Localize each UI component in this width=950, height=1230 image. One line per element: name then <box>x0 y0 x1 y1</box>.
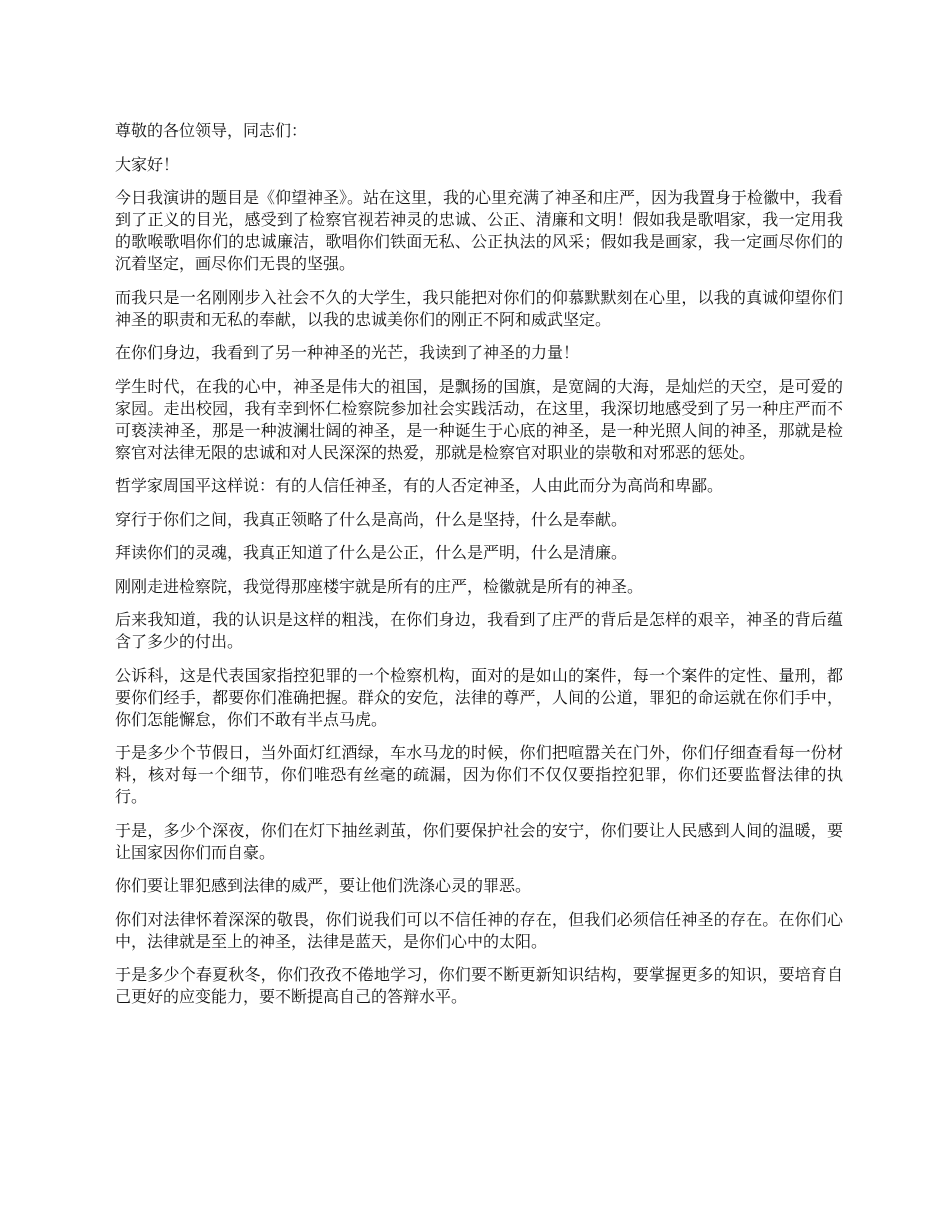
paragraph: 今日我演讲的题目是《仰望神圣》。站在这里，我的心里充满了神圣和庄严，因为我置身于检徽中，我看到了正义的目光，感受到了检察官视若神灵的忠诚、公正、清廉和文明！假如我是歌唱家，我一定用我的歌喉歌唱你们的忠诚廉洁，歌唱你们铁面无私、公正执法的风采；假如我是画家，我一定画尽你们的沉着坚定，画尽你们无畏的坚强。 <box>115 188 844 273</box>
paragraph: 你们要让罪犯感到法律的威严，要让他们洗涤心灵的罪恶。 <box>115 876 532 895</box>
paragraph: 学生时代，在我的心中，神圣是伟大的祖国，是飘扬的国旗，是宽阔的大海，是灿烂的天空，是可爱的家园。走出校园，我有幸到怀仁检察院参加社会实践活动，在这里，我深切地感受到了另一种庄严而不可亵渎神圣，那是一种波澜壮阔的神圣，是一种诞生于心底的神圣，是一种光照人间的神圣，那就是检察官对法律无限的忠诚和对人民深深的热爱，那就是检察官对职业的崇敬和对邪恶的惩处。 <box>115 376 843 462</box>
paragraph: 后来我知道，我的认识是这样的粗浅，在你们身边，我看到了庄严的背后是怎样的艰辛，神圣的背后蕴含了多少的付出。 <box>115 610 843 651</box>
paragraph: 穿行于你们之间，我真正领略了什么是高尚，什么是坚持，什么是奉献。 <box>115 509 628 529</box>
paragraph: 于是多少个春夏秋冬，你们孜孜不倦地学习，你们要不断更新知识结构，要掌握更多的知识，要培育自己更好的应变能力，要不断提高自己的答辩水平。 <box>115 965 843 1006</box>
paragraph: 刚刚走进检察院，我觉得那座楼宇就是所有的庄严，检徽就是所有的神圣。 <box>115 576 644 596</box>
paragraph: 在你们身边，我看到了另一种神圣的光芒，我读到了神圣的力量！ <box>115 343 580 362</box>
paragraph: 哲学家周国平这样说：有的人信任神圣，有的人否定神圣，人由此而分为高尚和卑鄙。 <box>115 476 724 495</box>
greeting: 大家好！ <box>115 154 180 174</box>
salutation: 尊敬的各位领导，同志们： <box>115 121 308 140</box>
paragraph: 于是，多少个深夜，你们在灯下抽丝剥茧，你们要保护社会的安宁，你们要让人民感到人间的温暖，要让国家因你们而自豪。 <box>115 820 843 862</box>
paragraph: 拜读你们的灵魂，我真正知道了什么是公正，什么是严明，什么是清廉。 <box>115 543 628 562</box>
paragraph: 而我只是一名刚刚步入社会不久的大学生，我只能把对你们的仰慕默默刻在心里，以我的真诚仰望你们神圣的职责和无私的奉献，以我的忠诚美你们的刚正不阿和威武坚定。 <box>115 287 843 329</box>
paragraph: 你们对法律怀着深深的敬畏，你们说我们可以不信任神的存在，但我们必须信任神圣的存在。在你们心中，法律就是至上的神圣，法律是蓝天，是你们心中的太阳。 <box>115 909 843 951</box>
document-page <box>115 120 843 1020</box>
paragraph: 于是多少个节假日，当外面灯红酒绿，车水马龙的时候，你们把喧嚣关在门外，你们仔细查看每一份材料，核对每一个细节，你们唯恐有丝毫的疏漏，因为你们不仅仅要指控犯罪，你们还要监督法律的执行。 <box>115 743 843 806</box>
paragraph: 公诉科，这是代表国家指控犯罪的一个检察机构，面对的是如山的案件，每一个案件的定性、量刑，都要你们经手，都要你们准确把握。群众的安危，法律的尊严，人间的公道，罪犯的命运就在你们手中，你们怎能懈怠，你们不敢有半点马虎。 <box>115 665 843 729</box>
